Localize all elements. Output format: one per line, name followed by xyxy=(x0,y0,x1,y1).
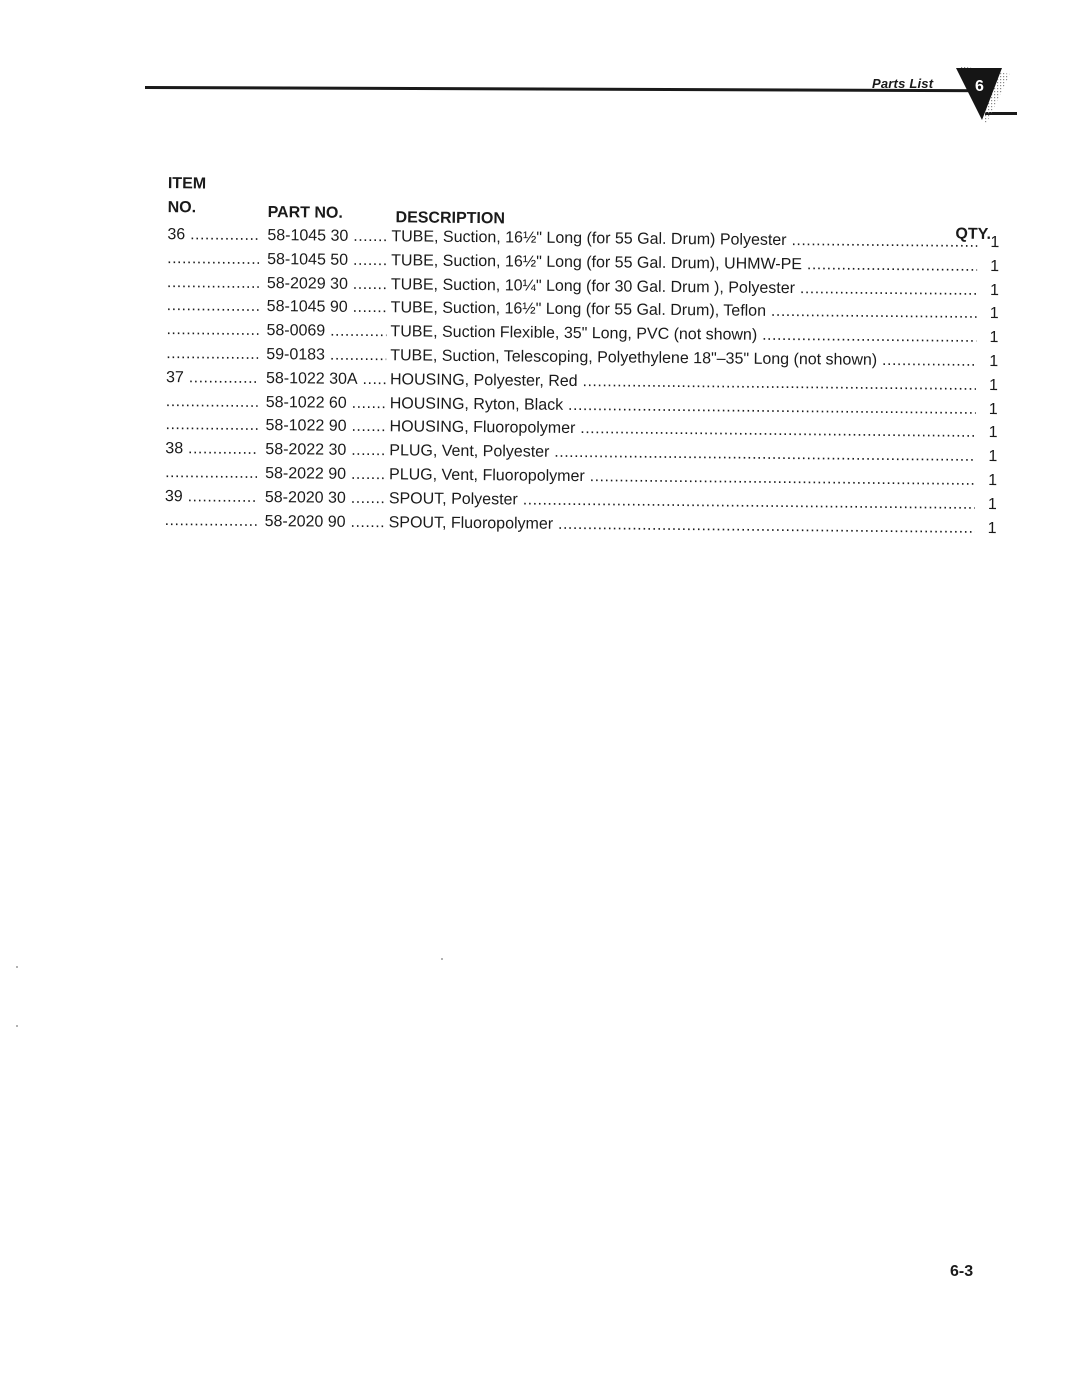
description: HOUSING, Fluoropolymer ..... xyxy=(389,416,975,445)
description: TUBE, Suction, 16½" Long (for 55 Gal. Drum), UHMW-PE ..... xyxy=(391,249,977,278)
item-number xyxy=(167,271,259,295)
chapter-number: 6 xyxy=(975,78,984,95)
item-number xyxy=(166,342,258,366)
part-number: 58-1045 50 ..... xyxy=(267,248,387,272)
description: TUBE, Suction, Telescoping, Polyethylene 18"–35" Long (not shown) ..... xyxy=(390,344,976,373)
quantity: 1 xyxy=(989,329,999,347)
page-number: 6-3 xyxy=(950,1263,974,1280)
part-number: 59-0183 ..... xyxy=(266,343,386,367)
header-rule xyxy=(145,86,987,92)
item-number: 38 ..... xyxy=(165,437,257,461)
quantity: 1 xyxy=(989,376,999,394)
part-number: 58-2020 90 ..... xyxy=(265,510,385,534)
part-number: 58-1022 90 ..... xyxy=(265,414,385,438)
parts-rows xyxy=(157,223,1000,540)
quantity: 1 xyxy=(989,281,999,299)
header-part-no: PART NO. xyxy=(267,204,343,222)
scan-speck xyxy=(16,1025,18,1027)
chapter-tab xyxy=(952,64,1012,126)
quantity: 1 xyxy=(987,495,997,513)
quantity: 1 xyxy=(988,448,998,466)
part-number: 58-1045 30 ..... xyxy=(267,224,387,248)
quantity: 1 xyxy=(988,400,998,418)
part-number: 58-1045 90 ..... xyxy=(267,295,387,319)
description: HOUSING, Ryton, Black ..... xyxy=(390,392,976,421)
description: HOUSING, Polyester, Red ..... xyxy=(390,368,976,397)
description: PLUG, Vent, Fluoropolymer ..... xyxy=(389,463,975,492)
item-number: 36 ..... xyxy=(167,223,259,247)
quantity: 1 xyxy=(990,233,1000,252)
part-number: 58-0069 ..... xyxy=(266,319,386,343)
quantity: 1 xyxy=(987,519,997,537)
part-number: 58-1022 60 ..... xyxy=(266,391,386,415)
part-number: 58-2029 30 ..... xyxy=(267,272,387,296)
header-item: ITEM xyxy=(167,175,207,193)
part-number: 58-1022 30A ..... xyxy=(266,367,386,391)
item-number xyxy=(167,294,259,318)
header-item-no: NO. xyxy=(167,199,197,217)
quantity: 1 xyxy=(988,471,998,490)
item-number xyxy=(166,318,258,342)
quantity: 1 xyxy=(989,352,999,371)
description: SPOUT, Polyester ..... xyxy=(389,487,975,516)
header-qty: QTY. xyxy=(955,225,992,243)
quantity: 1 xyxy=(989,305,999,323)
scan-speck xyxy=(441,958,443,960)
scan-speck xyxy=(16,966,18,968)
item-number xyxy=(167,247,259,271)
item-number xyxy=(166,390,258,414)
parts-table xyxy=(160,172,1000,537)
part-number: 58-2022 90 ..... xyxy=(265,462,385,486)
quantity: 1 xyxy=(988,424,998,442)
description: TUBE, Suction Flexible, 35" Long, PVC (not shown) ..... xyxy=(390,320,976,349)
header-description: DESCRIPTION xyxy=(395,209,505,228)
item-number xyxy=(165,461,257,485)
item-number: 39 ..... xyxy=(165,485,257,509)
item-number xyxy=(165,413,257,437)
item-number xyxy=(165,509,257,533)
description: TUBE, Suction, 16½" Long (for 55 Gal. Drum) Polyester ..... xyxy=(391,225,977,254)
description: PLUG, Vent, Polyester ..... xyxy=(389,439,975,468)
section-title: Parts List xyxy=(872,76,934,91)
part-number: 58-2020 30 ..... xyxy=(265,486,385,510)
description: SPOUT, Fluoropolymer ..... xyxy=(389,511,975,540)
description: TUBE, Suction, 16½" Long (for 55 Gal. Drum), Teflon ..... xyxy=(391,297,977,326)
part-number: 58-2022 30 ..... xyxy=(265,438,385,462)
description: TUBE, Suction, 10¼" Long (for 30 Gal. Drum ), Polyester ..... xyxy=(391,273,977,302)
quantity: 1 xyxy=(990,257,1000,275)
item-number: 37 ..... xyxy=(166,366,258,390)
